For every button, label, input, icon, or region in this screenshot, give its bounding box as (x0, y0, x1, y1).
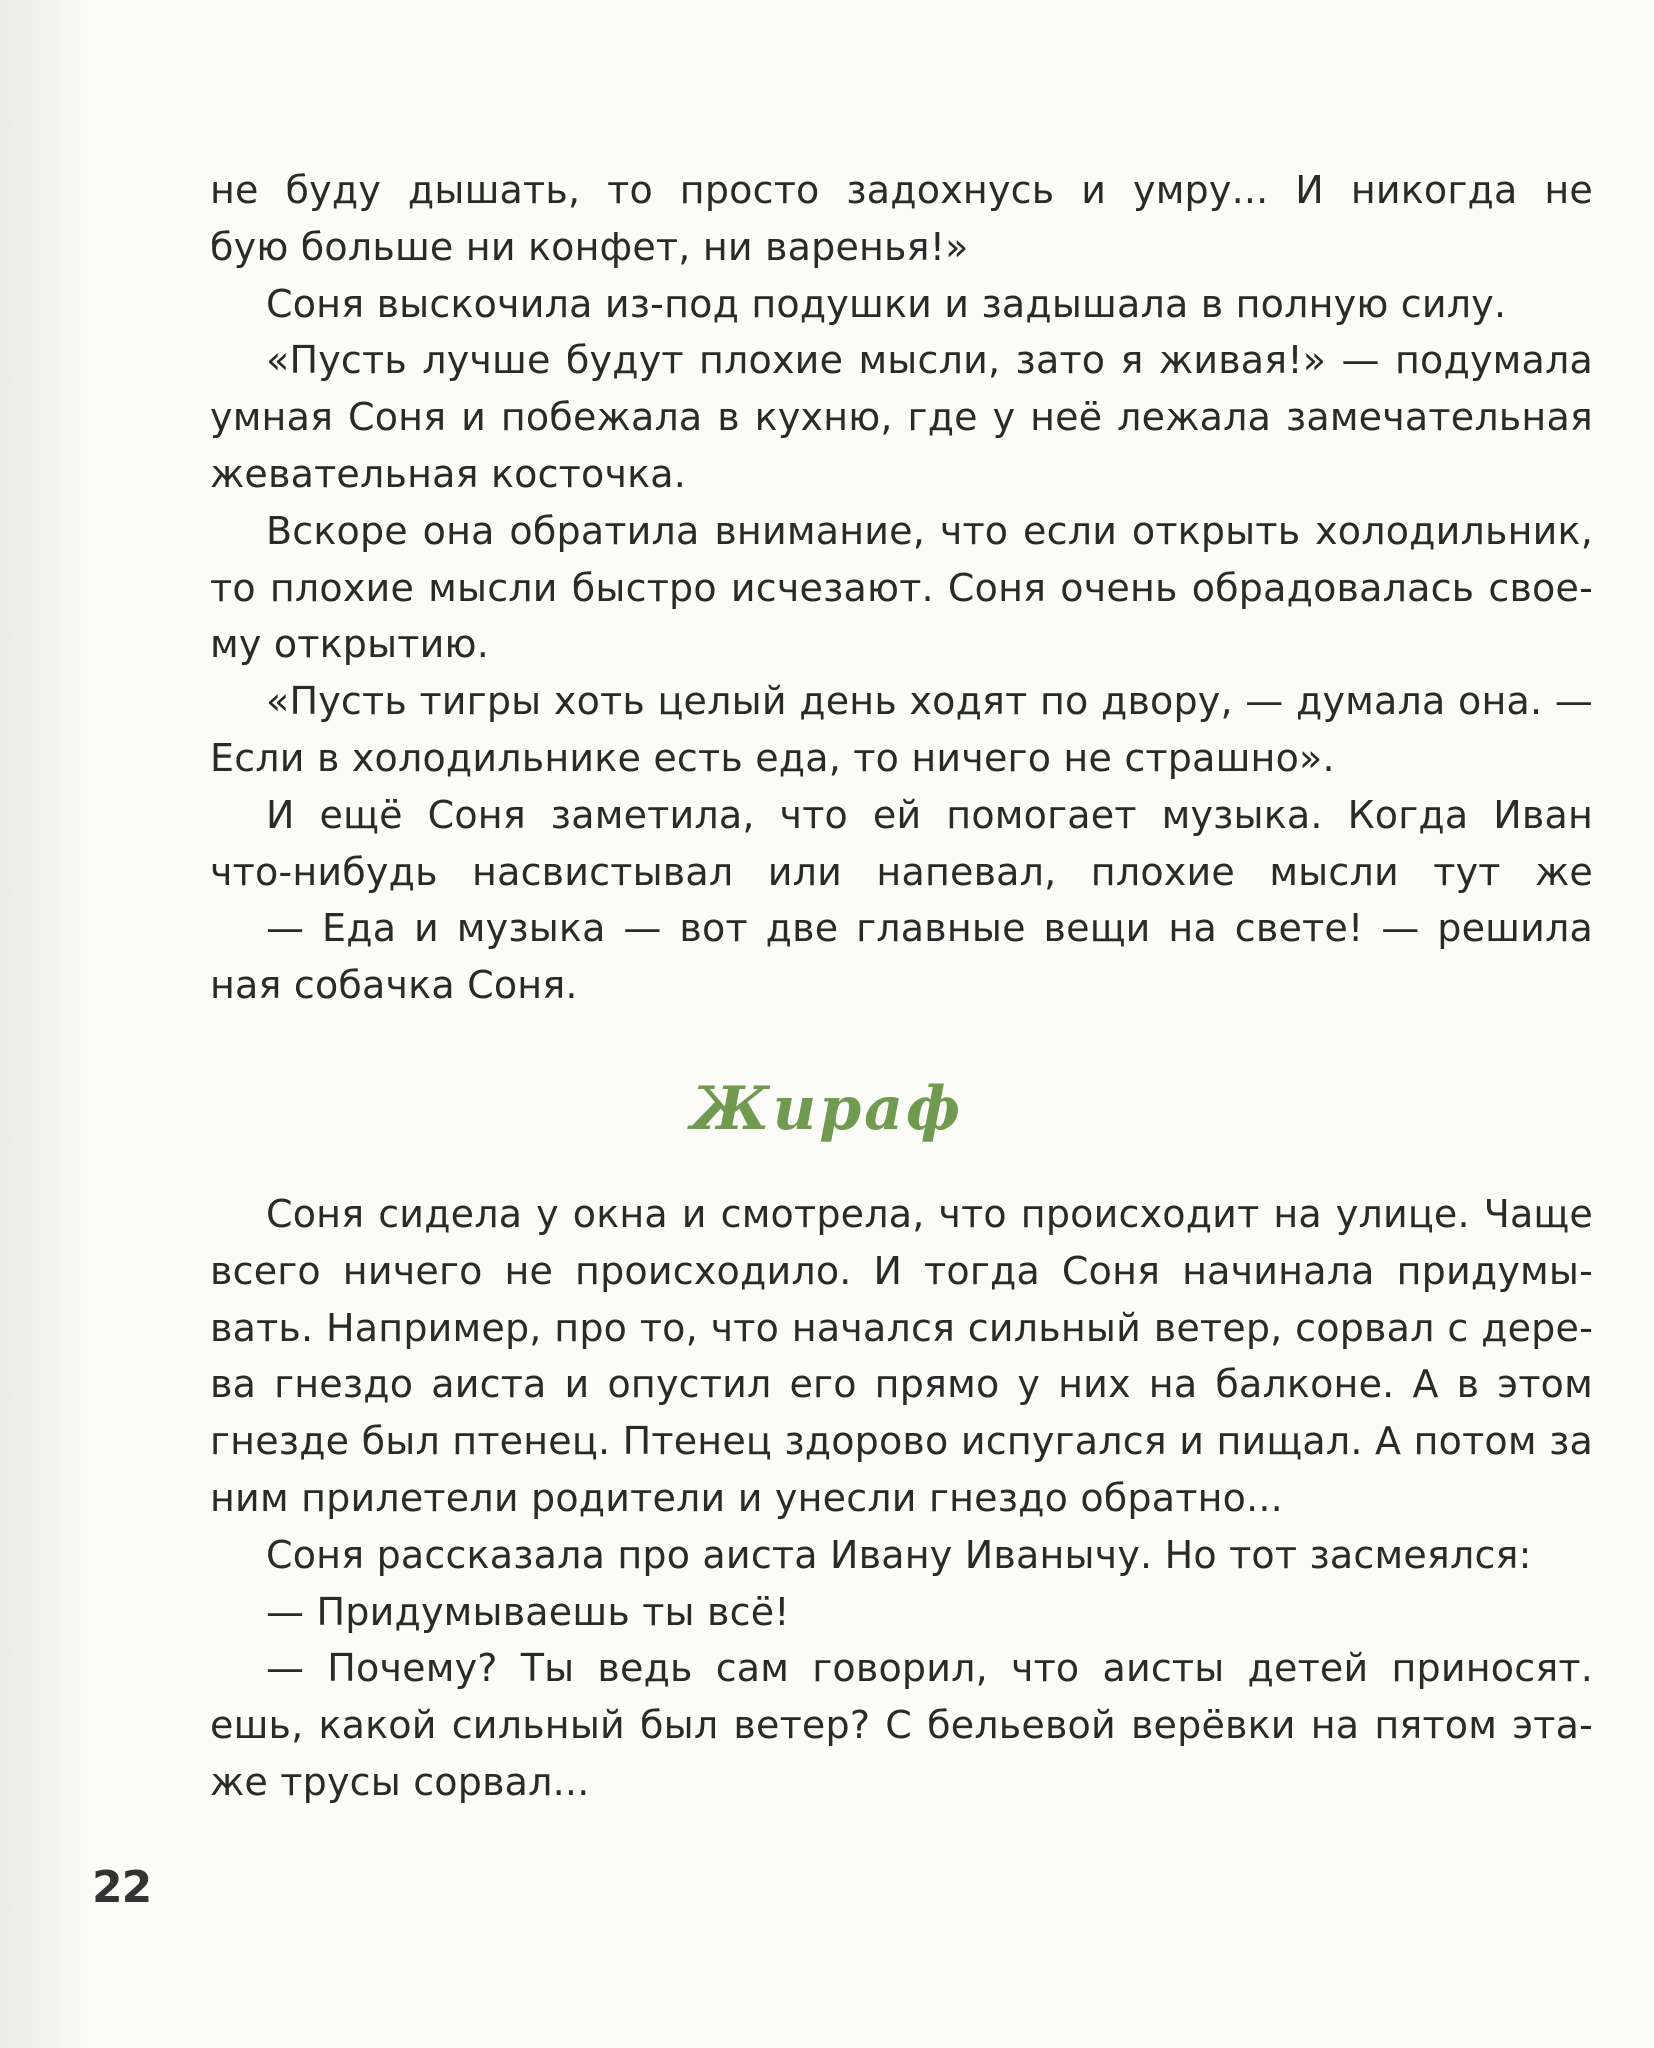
text-line: же трусы сорвал... (210, 1759, 590, 1804)
text-line: му открытию. (210, 622, 489, 667)
text-line: ним прилетели родители и унесли гнездо обратно... (210, 1475, 1283, 1520)
text-line: «Пусть тигры хоть целый день ходят по двору, — думала она. — (266, 679, 1593, 724)
text-line: бую больше ни конфет, ни варенья!» (210, 224, 969, 269)
text-line: — Придумываешь ты всё! (266, 1589, 790, 1634)
text-line: гнезде был птенец. Птенец здорово испугался и пищал. А потом за (210, 1419, 1593, 1464)
text-line: И ещё Соня заметила, что ей помогает музыка. Когда Иван (266, 792, 1593, 837)
text-line: вать. Например, про то, что начался сильный ветер, сорвал с дере- (210, 1305, 1593, 1350)
text-line: умная Соня и побежала в кухню, где у неё лежала замечательная (210, 395, 1593, 440)
text-line: не буду дышать, то просто задохнусь и умру... И никогда не (210, 168, 1593, 212)
text-line: ная собачка Соня. (210, 963, 578, 1008)
text-line: ешь, какой сильный был ветер? С бельевой верёвки на пятом эта- (210, 1703, 1593, 1748)
text-line: — Почему? Ты ведь сам говорил, что аисты детей приносят. (266, 1646, 1593, 1691)
text-line: всего ничего не происходило. И тогда Соня начинала придумы- (210, 1248, 1593, 1293)
text-line: Соня сидела у окна и смотрела, что происходит на улице. Чаще (266, 1192, 1593, 1236)
text-line: то плохие мысли быстро исчезают. Соня очень обрадовалась свое- (210, 565, 1593, 610)
text-line: «Пусть лучше будут плохие мысли, зато я живая!» — подумала (266, 338, 1593, 383)
text-line: жевательная косточка. (210, 451, 687, 496)
page-number: 22 (92, 1862, 152, 1913)
text-line: ва гнездо аиста и опустил его прямо у них на балконе. А в этом (210, 1362, 1593, 1407)
text-line: Соня выскочила из-под подушки и задышала в полную силу. (266, 281, 1507, 326)
text-line: Если в холодильнике есть еда, то ничего не страшно». (210, 735, 1335, 780)
text-line: — Еда и музыка — вот две главные вещи на свете! — решила (266, 906, 1593, 951)
text-line: Соня рассказала про аиста Ивану Иванычу. Но тот засмеялся: (266, 1532, 1532, 1577)
text-line: что-нибудь насвистывал или напевал, плохие мысли тут же (210, 849, 1593, 894)
chapter-heading: Жираф (690, 1074, 964, 1144)
page-edge-shadow (0, 0, 90, 2048)
text-line: Вскоре она обратила внимание, что если открыть холодильник, (266, 508, 1593, 553)
text-block-top (210, 162, 1593, 1014)
text-block-bottom (210, 1186, 1593, 1811)
